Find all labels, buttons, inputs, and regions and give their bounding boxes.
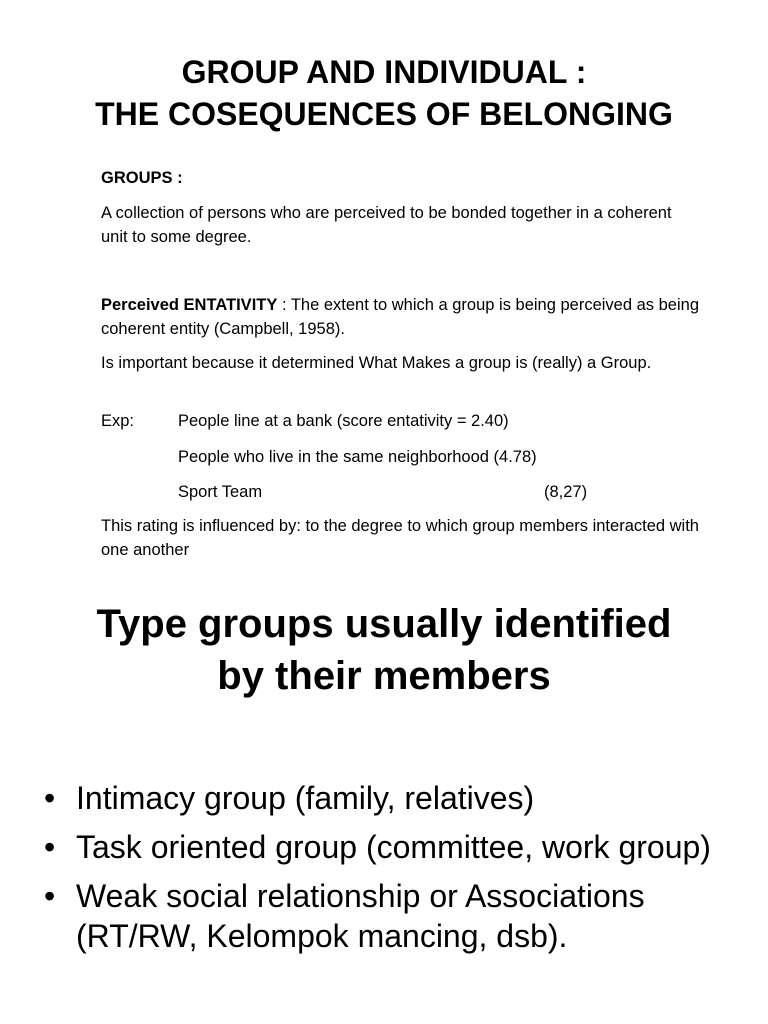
bullet-icon: •	[44, 780, 56, 816]
list-item	[44, 827, 744, 867]
list-item-text: Intimacy group (family, relatives)	[76, 780, 535, 816]
groups-heading: GROUPS :	[101, 169, 183, 187]
types-heading	[0, 598, 768, 702]
example-row	[101, 409, 701, 433]
entativity-importance: Is important because it determined What Makes a group is (really) a Group.	[101, 354, 652, 372]
example-text: People line at a bank (score entativity = 2.40)	[178, 412, 509, 430]
title-line-2: THE COSEQUENCES OF BELONGING	[95, 96, 673, 132]
rating-conclusion: This rating is influenced by: to the degree to which group members interacted with one another	[101, 517, 699, 559]
example-score: (8,27)	[544, 483, 588, 501]
entativity-definition-text: : The extent to which a group is being perceived as being coherent entity (Campbell, 1958).	[101, 296, 700, 338]
groups-definition: A collection of persons who are perceived to be bonded together in a coherent unit to some degree.	[101, 204, 672, 246]
list-item	[44, 876, 744, 956]
page-title	[0, 51, 768, 135]
example-text: People who live in the same neighborhood (4.78)	[178, 448, 537, 466]
types-heading-line-1: Type groups usually identified	[96, 602, 672, 646]
example-label: Exp:	[101, 412, 135, 430]
example-row	[101, 480, 701, 504]
bullet-icon: •	[44, 829, 56, 865]
title-line-1: GROUP AND INDIVIDUAL :	[181, 54, 587, 90]
list-item	[44, 778, 744, 818]
example-text: Sport Team	[178, 483, 263, 501]
example-row	[101, 445, 701, 469]
entativity-definition	[101, 293, 701, 341]
group-types-list	[44, 778, 744, 965]
list-item-text: Weak social relationship or Associations (RT/RW, Kelompok mancing, dsb).	[76, 878, 645, 954]
list-item-text: Task oriented group (committee, work group)	[76, 829, 711, 865]
bullet-icon: •	[44, 878, 56, 914]
types-heading-line-2: by their members	[217, 654, 551, 698]
entativity-term: Perceived ENTATIVITY	[101, 296, 278, 314]
